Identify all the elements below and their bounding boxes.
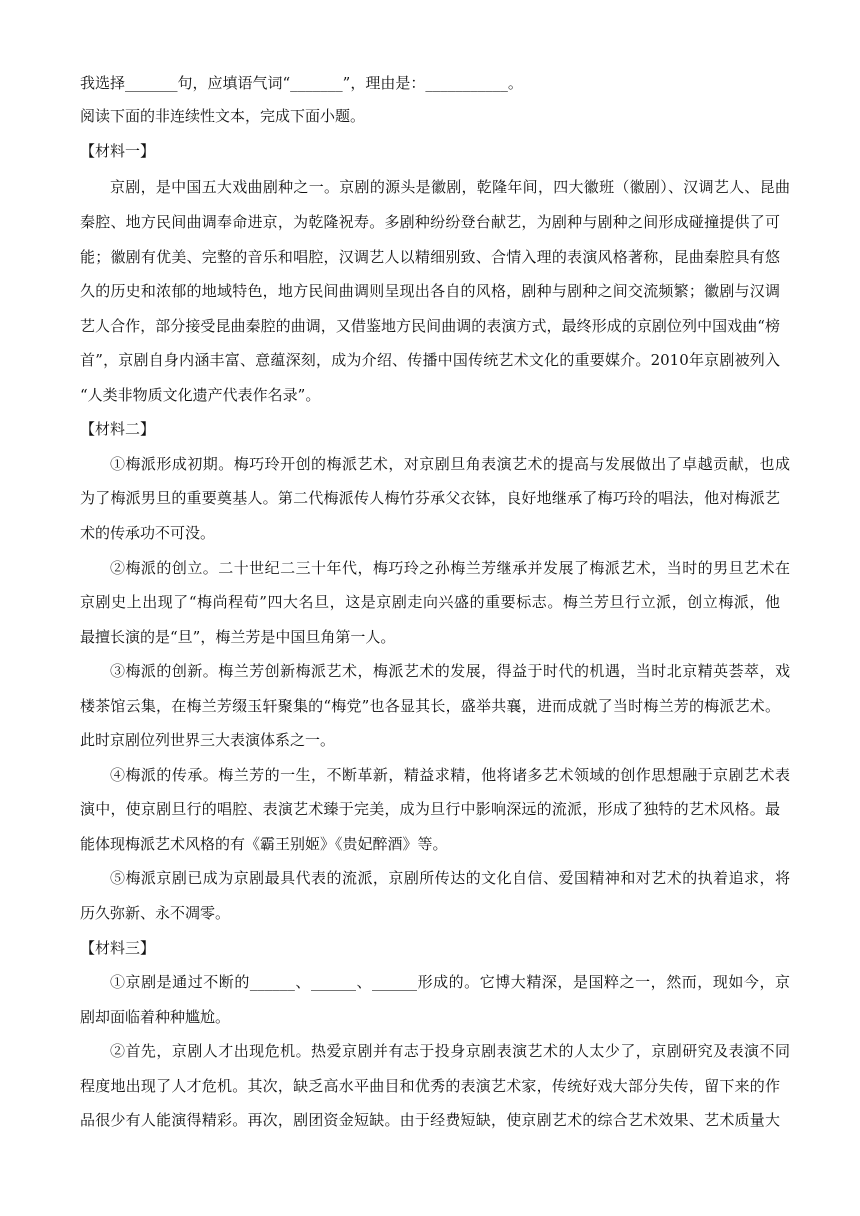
paragraph-line: 京剧，是中国五大戏曲剧种之一。京剧的源头是徽剧，乾隆年间，四大徽班（徽剧）、汉调艺人、昆曲 [110,178,790,196]
section-heading-material-3: 【材料三】 [80,939,156,957]
paragraph-line: 楼茶馆云集，在梅兰芳缀玉轩聚集的“梅党”也各显其长，盛举共襄，进而成就了当时梅兰芳的梅派艺术。 [80,697,780,715]
paragraph-line: 最擅长演的是“旦”，梅兰芳是中国旦角第一人。 [80,628,396,646]
question-fill-line: 我选择_______句，应填语气词“_______”，理由是：___________。 [80,74,523,92]
paragraph-line: ②首先，京剧人才出现危机。热爱京剧并有志于投身京剧表演艺术的人太少了，京剧研究及表演不同 [110,1042,790,1060]
paragraph-line: 程度地出现了人才危机。其次，缺乏高水平曲目和优秀的表演艺术家，传统好戏大部分失传，留下来的作 [80,1077,780,1095]
paragraph-line: 此时京剧位列世界三大表演体系之一。 [80,731,336,749]
paragraph-line: 能体现梅派艺术风格的有《霸王别姬》《贵妃醉酒》等。 [80,835,448,853]
paragraph-line: ③梅派的创新。梅兰芳创新梅派艺术，梅派艺术的发展，得益于时代的机遇，当时北京精英荟萃，戏 [110,662,790,680]
paragraph-line: 能；徽剧有优美、完整的音乐和唱腔，汉调艺人以精细别致、合情入理的表演风格著称，昆曲秦腔具有悠 [80,248,780,266]
paragraph-line: 为了梅派男旦的重要奠基人。第二代梅派传人梅竹芬承父衣钵，良好地继承了梅巧玲的唱法，他对梅派艺 [80,489,780,507]
paragraph-line: ①京剧是通过不断的______、______、______形成的。它博大精深，是国粹之一，然而，现如今，京 [110,973,790,991]
section-heading-material-2: 【材料二】 [80,420,156,438]
paragraph-line: 历久弥新、永不凋零。 [80,904,231,922]
paragraph-line: ②梅派的创立。二十世纪二三十年代，梅巧玲之孙梅兰芳继承并发展了梅派艺术，当时的男旦艺术在 [110,559,790,577]
paragraph-line: 演中，使京剧旦行的唱腔、表演艺术臻于完美，成为旦行中影响深远的流派，形成了独特的艺术风格。最 [80,800,780,818]
paragraph-line: 久的历史和浓郁的地域特色，地方民间曲调则呈现出各自的风格，剧种与剧种之间交流频繁；徽剧与汉调 [80,282,780,300]
paragraph-line: ⑤梅派京剧已成为京剧最具代表的流派，京剧所传达的文化自信、爱国精神和对艺术的执着追求，将 [110,869,790,887]
paragraph-line: “人类非物质文化遗产代表作名录”。 [80,386,321,404]
paragraph-line: 术的传承功不可没。 [80,524,216,542]
paragraph-line: 秦腔、地方民间曲调奉命进京，为乾隆祝寿。多剧种纷纷登台献艺，为剧种与剧种之间形成碰撞提供了可 [80,213,780,231]
instruction-line: 阅读下面的非连续性文本，完成下面小题。 [80,107,366,125]
section-heading-material-1: 【材料一】 [80,142,156,160]
paragraph-line: 品很少有人能演得精彩。再次，剧团资金短缺。由于经费短缺，使京剧艺术的综合艺术效果、艺术质量大 [80,1111,780,1129]
paragraph-line: 京剧史上出现了“梅尚程荀”四大名旦，这是京剧走向兴盛的重要标志。梅兰芳旦行立派，创立梅派，他 [80,593,780,611]
paragraph-line: ④梅派的传承。梅兰芳的一生，不断革新，精益求精，他将诸多艺术领域的创作思想融于京剧艺术表 [110,766,790,784]
paragraph-line: 首”，京剧自身内涵丰富、意蕴深刻，成为介绍、传播中国传统艺术文化的重要媒介。2010年京剧被列入 [80,351,780,369]
paragraph-line: 剧却面临着种种尴尬。 [80,1008,231,1026]
paragraph-line: 艺人合作，部分接受昆曲秦腔的曲调，又借鉴地方民间曲调的表演方式，最终形成的京剧位列中国戏曲“榜 [80,317,780,335]
paragraph-line: ①梅派形成初期。梅巧玲开创的梅派艺术，对京剧旦角表演艺术的提高与发展做出了卓越贡献，也成 [110,455,790,473]
